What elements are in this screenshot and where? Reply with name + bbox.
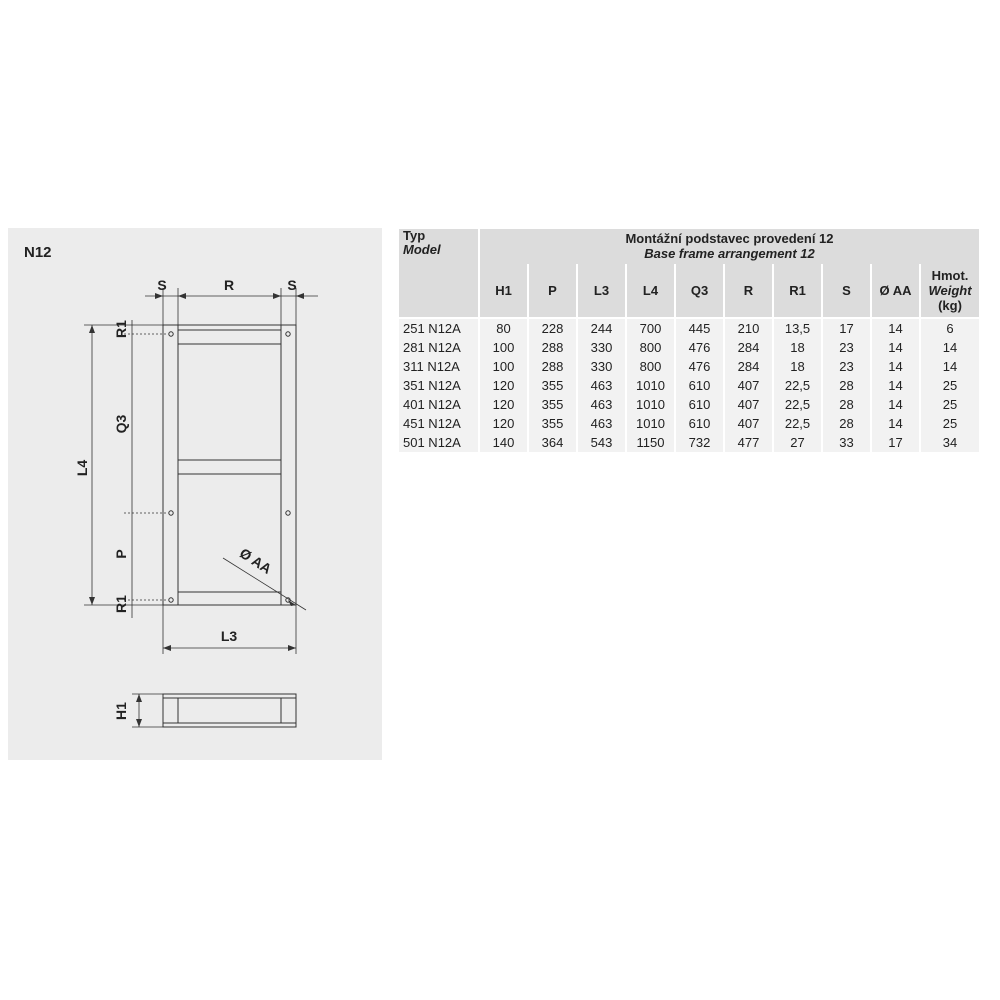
typ-label: Typ <box>403 228 426 243</box>
value-cell: 80 <box>480 319 527 338</box>
value-cell: 407 <box>725 395 772 414</box>
value-cell: 33 <box>823 433 870 452</box>
value-cell: 284 <box>725 338 772 357</box>
value-cell: 14 <box>872 395 919 414</box>
column-header: H1 <box>480 264 527 317</box>
table-row <box>399 414 979 433</box>
value-cell: 14 <box>921 357 979 376</box>
model-cell: 281 N12A <box>399 338 478 357</box>
dim-r: R <box>223 277 235 293</box>
value-cell: 18 <box>774 338 821 357</box>
value-cell: 120 <box>480 395 527 414</box>
value-cell: 25 <box>921 395 979 414</box>
value-cell: 476 <box>676 357 723 376</box>
value-cell: 228 <box>529 319 576 338</box>
value-cell: 610 <box>676 376 723 395</box>
value-cell: 120 <box>480 414 527 433</box>
hole-top-right <box>286 332 290 336</box>
drawing-code: N12 <box>24 244 52 261</box>
model-cell: 451 N12A <box>399 414 478 433</box>
group-title: Montážní podstavec provedení 12 <box>625 231 834 247</box>
value-cell: 100 <box>480 338 527 357</box>
value-cell: 14 <box>872 319 919 338</box>
value-cell: 477 <box>725 433 772 452</box>
model-cell: 311 N12A <box>399 357 478 376</box>
column-header: S <box>823 264 870 317</box>
value-cell: 22,5 <box>774 376 821 395</box>
frame-outline <box>163 325 296 605</box>
value-cell: 543 <box>578 433 625 452</box>
middle-cross-member <box>178 460 281 474</box>
value-cell: 1010 <box>627 395 674 414</box>
value-cell: 355 <box>529 395 576 414</box>
value-cell: 25 <box>921 414 979 433</box>
dim-r1-bottom: R1 <box>113 595 129 613</box>
value-cell: 6 <box>921 319 979 338</box>
dim-l3: L3 <box>220 628 238 644</box>
value-cell: 22,5 <box>774 395 821 414</box>
value-cell: 14 <box>921 338 979 357</box>
column-header: L3 <box>578 264 625 317</box>
model-label: Model <box>403 242 441 257</box>
hole-top-left <box>169 332 173 336</box>
group-subtitle: Base frame arrangement 12 <box>644 246 815 262</box>
dim-q3: Q3 <box>113 414 129 434</box>
value-cell: 14 <box>872 414 919 433</box>
value-cell: 28 <box>823 414 870 433</box>
value-cell: 14 <box>872 338 919 357</box>
dim-l4: L4 <box>74 459 90 477</box>
model-cell: 401 N12A <box>399 395 478 414</box>
dim-s-right: S <box>287 277 297 293</box>
top-cross-member <box>178 330 281 344</box>
weight-header-weight-unit: (kg) <box>938 297 962 313</box>
value-cell: 463 <box>578 376 625 395</box>
table-row <box>399 395 979 414</box>
value-cell: 800 <box>627 357 674 376</box>
table-row <box>399 433 979 452</box>
value-cell: 284 <box>725 357 772 376</box>
table-row <box>399 376 979 395</box>
value-cell: 244 <box>578 319 625 338</box>
value-cell: 22,5 <box>774 414 821 433</box>
typ-header <box>399 229 478 317</box>
column-header: P <box>529 264 576 317</box>
table-row <box>399 357 979 376</box>
value-cell: 330 <box>578 357 625 376</box>
column-header-row <box>399 264 979 317</box>
drawing-panel <box>8 228 382 760</box>
value-cell: 17 <box>872 433 919 452</box>
value-cell: 100 <box>480 357 527 376</box>
value-cell: 25 <box>921 376 979 395</box>
table-row <box>399 319 979 338</box>
dim-p: P <box>113 549 129 559</box>
hole-mid-left <box>169 511 173 515</box>
dim-h1: H1 <box>113 702 129 720</box>
table-body <box>399 317 979 452</box>
value-cell: 610 <box>676 395 723 414</box>
spec-table <box>397 229 981 452</box>
value-cell: 407 <box>725 376 772 395</box>
model-cell: 501 N12A <box>399 433 478 452</box>
frame-drawing <box>8 228 382 760</box>
value-cell: 732 <box>676 433 723 452</box>
column-header: R <box>725 264 772 317</box>
dim-aa: Ø AA <box>236 544 275 577</box>
value-cell: 13,5 <box>774 319 821 338</box>
weight-header-weight-sub: Weight <box>928 282 972 298</box>
value-cell: 23 <box>823 338 870 357</box>
value-cell: 610 <box>676 414 723 433</box>
value-cell: 1010 <box>627 414 674 433</box>
column-header: R1 <box>774 264 821 317</box>
group-header <box>480 229 979 264</box>
value-cell: 120 <box>480 376 527 395</box>
value-cell: 445 <box>676 319 723 338</box>
value-cell: 288 <box>529 338 576 357</box>
hole-bottom-left <box>169 598 173 602</box>
value-cell: 23 <box>823 357 870 376</box>
value-cell: 355 <box>529 376 576 395</box>
value-cell: 28 <box>823 395 870 414</box>
value-cell: 1010 <box>627 376 674 395</box>
value-cell: 364 <box>529 433 576 452</box>
table-row <box>399 338 979 357</box>
value-cell: 17 <box>823 319 870 338</box>
column-header: Ø AA <box>872 264 919 317</box>
value-cell: 27 <box>774 433 821 452</box>
value-cell: 18 <box>774 357 821 376</box>
model-cell: 251 N12A <box>399 319 478 338</box>
value-cell: 463 <box>578 395 625 414</box>
side-elevation <box>132 694 296 727</box>
hole-mid-right <box>286 511 290 515</box>
value-cell: 140 <box>480 433 527 452</box>
value-cell: 407 <box>725 414 772 433</box>
value-cell: 210 <box>725 319 772 338</box>
value-cell: 330 <box>578 338 625 357</box>
value-cell: 14 <box>872 376 919 395</box>
value-cell: 476 <box>676 338 723 357</box>
value-cell: 800 <box>627 338 674 357</box>
model-cell: 351 N12A <box>399 376 478 395</box>
dim-s-left: S <box>157 277 167 293</box>
column-header: L4 <box>627 264 674 317</box>
value-cell: 34 <box>921 433 979 452</box>
value-cell: 14 <box>872 357 919 376</box>
weight-header <box>921 264 979 317</box>
value-cell: 1150 <box>627 433 674 452</box>
value-cell: 700 <box>627 319 674 338</box>
value-cell: 28 <box>823 376 870 395</box>
value-cell: 463 <box>578 414 625 433</box>
value-cell: 288 <box>529 357 576 376</box>
weight-header-weight-label: Hmot. <box>931 267 969 283</box>
value-cell: 355 <box>529 414 576 433</box>
dim-r1-top: R1 <box>113 320 129 338</box>
column-header: Q3 <box>676 264 723 317</box>
